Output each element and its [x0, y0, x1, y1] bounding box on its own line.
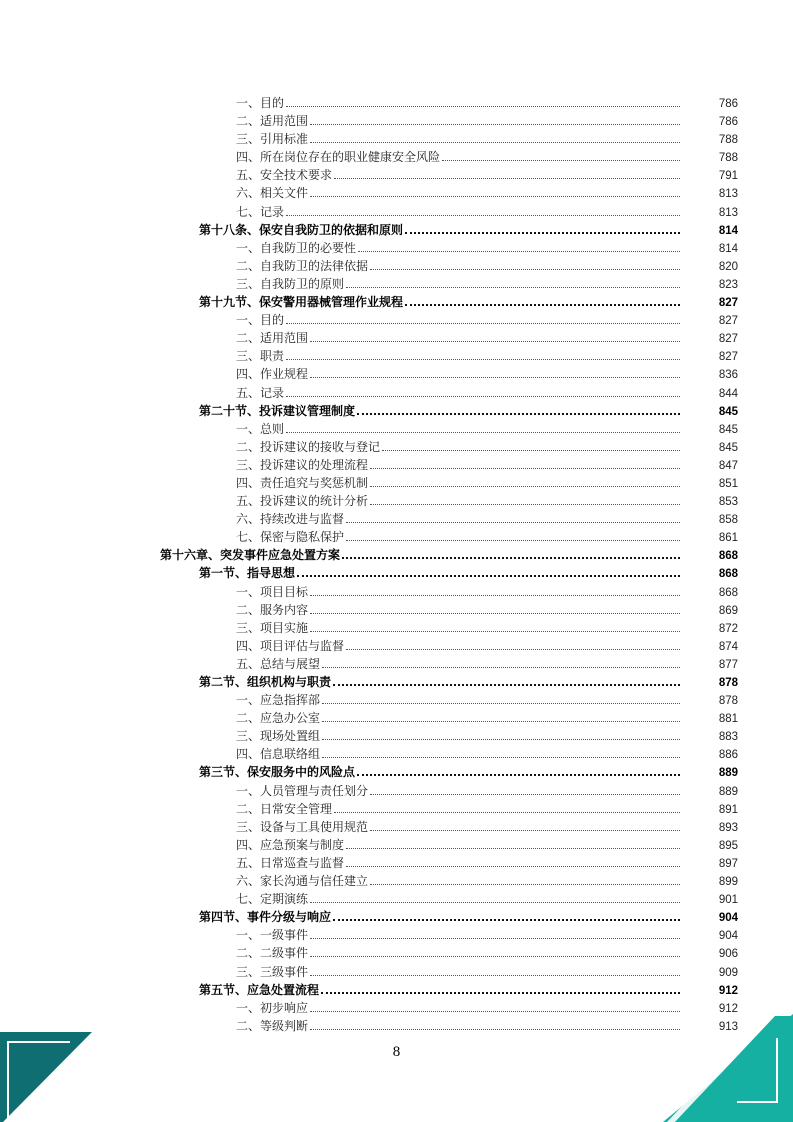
dot-leader [310, 113, 680, 125]
toc-entry[interactable] [0, 112, 793, 130]
page-number: 8 [392, 1044, 401, 1060]
dot-leader [442, 149, 680, 161]
toc-entry-title: 第四节、事件分级与响应 [199, 910, 332, 925]
toc-entry-title: 四、信息联络组 [236, 747, 321, 762]
toc-entry[interactable] [0, 474, 793, 492]
toc-entry[interactable] [0, 655, 793, 673]
toc-section-entry[interactable] [0, 763, 793, 781]
dot-leader [310, 330, 680, 342]
toc-entry-title: 五、安全技术要求 [236, 168, 333, 183]
toc-entry-title: 一、应急指挥部 [236, 693, 321, 708]
dot-leader [370, 258, 680, 270]
toc-entry[interactable] [0, 782, 793, 800]
dot-leader [333, 908, 680, 921]
toc-section-entry[interactable] [0, 673, 793, 691]
toc-entry-title: 第五节、应急处置流程 [199, 982, 320, 997]
toc-entry-page: 912 [718, 1002, 738, 1015]
dot-leader [357, 402, 680, 415]
dot-leader [297, 564, 680, 577]
dot-leader [382, 439, 680, 451]
toc-entry[interactable] [0, 619, 793, 637]
toc-entry-title: 二、应急办公室 [236, 711, 321, 726]
toc-entry-title: 一、目的 [236, 96, 285, 110]
toc-entry[interactable] [0, 963, 793, 981]
toc-entry-title: 一、自我防卫的必要性 [236, 240, 357, 255]
toc-entry-title: 三、引用标准 [236, 132, 309, 147]
toc-entry-page: 912 [718, 984, 738, 997]
dot-leader [310, 927, 680, 939]
dot-leader [346, 276, 680, 288]
dot-leader [310, 366, 680, 378]
toc-entry[interactable] [0, 818, 793, 836]
toc-entry-title: 一、总则 [236, 421, 285, 436]
toc-entry-title: 三、设备与工具使用规范 [236, 819, 369, 834]
dot-leader [357, 763, 680, 776]
dot-leader [322, 710, 680, 722]
toc-entry-title: 第十八条、保安自我防卫的依据和原则 [199, 222, 404, 237]
toc-entry-page: 845 [718, 405, 738, 418]
toc-entry[interactable] [0, 492, 793, 510]
toc-entry-page: 845 [718, 423, 738, 436]
corner-decoration-left [0, 1032, 100, 1122]
toc-entry[interactable] [0, 583, 793, 601]
toc-entry[interactable] [0, 637, 793, 655]
toc-entry-page: 851 [718, 477, 738, 490]
toc-entry[interactable] [0, 836, 793, 854]
toc-entry-page: 899 [718, 876, 738, 889]
toc-entry[interactable] [0, 257, 793, 275]
toc-entry-page: 814 [718, 224, 738, 237]
dot-leader [370, 783, 680, 795]
toc-entry-page: 893 [718, 821, 738, 834]
toc-entry[interactable] [0, 438, 793, 456]
dot-leader [346, 638, 680, 650]
toc-entry-page: 845 [718, 441, 738, 454]
toc-entry-title: 一、项目目标 [236, 584, 309, 599]
toc-entry-page: 868 [718, 568, 738, 581]
toc-entry[interactable] [0, 329, 793, 347]
toc-entry-page: 891 [718, 803, 738, 816]
toc-entry-title: 第十九节、保安警用器械管理作业规程 [199, 295, 404, 310]
toc-entry[interactable] [0, 709, 793, 727]
toc-entry-title: 一、初步响应 [236, 1000, 309, 1015]
dot-leader [286, 204, 680, 216]
dot-leader [310, 131, 680, 143]
toc-entry[interactable] [0, 275, 793, 293]
toc-entry-title: 七、定期演练 [236, 892, 309, 907]
dot-leader [370, 457, 680, 469]
toc-entry-page: 853 [718, 496, 738, 509]
toc-entry-title: 五、投诉建议的统计分析 [236, 494, 369, 509]
dot-leader [286, 421, 680, 433]
dot-leader [286, 312, 680, 324]
dot-leader [346, 855, 680, 867]
toc-entry[interactable] [0, 130, 793, 148]
toc-entry-page: 788 [718, 152, 738, 165]
toc-entry-page: 877 [718, 658, 738, 671]
left-dark-band [0, 1032, 92, 1122]
dot-leader [310, 620, 680, 632]
toc-entry-title: 二、自我防卫的法律依据 [236, 258, 369, 273]
toc-entry-title: 三、项目实施 [236, 620, 309, 635]
toc-entry-title: 二、等级判断 [236, 1018, 309, 1033]
toc-entry-title: 六、家长沟通与信任建立 [236, 874, 369, 889]
dot-leader [322, 728, 680, 740]
toc-chapter-entry[interactable] [0, 546, 793, 564]
toc-entry-page: 786 [718, 98, 738, 110]
toc-entry-title: 三、自我防卫的原则 [236, 276, 345, 291]
toc-entry-page: 813 [718, 188, 738, 201]
toc-entry[interactable] [0, 148, 793, 166]
toc-section-entry[interactable] [0, 402, 793, 420]
toc-entry-page: 874 [718, 640, 738, 653]
dot-leader [370, 873, 680, 885]
dot-leader [310, 891, 680, 903]
table-of-contents [0, 94, 793, 1035]
toc-entry[interactable] [0, 311, 793, 329]
toc-entry-title: 第二节、组织机构与职责 [199, 675, 332, 689]
dot-leader [322, 746, 680, 758]
toc-entry-page: 886 [718, 749, 738, 762]
dot-leader [334, 801, 680, 813]
toc-entry-title: 四、应急预案与制度 [236, 837, 345, 852]
dot-leader [405, 221, 680, 234]
toc-entry-page: 827 [718, 315, 738, 328]
toc-entry[interactable] [0, 854, 793, 872]
toc-entry-page: 889 [718, 767, 738, 780]
dot-leader [322, 656, 680, 668]
dot-leader [310, 602, 680, 614]
toc-entry-page: 868 [718, 586, 738, 599]
toc-entry-title: 三、投诉建议的处理流程 [236, 457, 369, 472]
toc-entry[interactable] [0, 800, 793, 818]
toc-entry-page: 878 [718, 677, 738, 689]
toc-entry[interactable] [0, 365, 793, 383]
dot-leader [310, 964, 680, 976]
dot-leader [358, 240, 680, 252]
toc-entry[interactable] [0, 727, 793, 745]
toc-entry-page: 786 [718, 116, 738, 129]
toc-entry-page: 827 [718, 351, 738, 364]
toc-entry-title: 二、二级事件 [236, 946, 309, 961]
toc-entry-title: 六、相关文件 [236, 186, 309, 201]
toc-entry[interactable] [0, 745, 793, 763]
dot-leader [286, 95, 680, 107]
toc-entry-page: 788 [718, 134, 738, 147]
toc-entry[interactable] [0, 601, 793, 619]
toc-entry[interactable] [0, 691, 793, 709]
toc-entry[interactable] [0, 510, 793, 528]
toc-entry-page: 897 [718, 857, 738, 870]
toc-entry-title: 一、人员管理与责任划分 [236, 783, 369, 798]
toc-entry-page: 906 [718, 948, 738, 961]
toc-section-entry[interactable] [0, 564, 793, 582]
toc-entry-title: 第十六章、突发事件应急处置方案 [160, 548, 341, 563]
dot-leader [405, 293, 680, 306]
toc-entry[interactable] [0, 239, 793, 257]
dot-leader [342, 546, 680, 559]
toc-entry-page: 913 [718, 1020, 738, 1033]
corner-decoration-right [663, 1014, 793, 1122]
dot-leader [370, 475, 680, 487]
toc-entry-title: 第一节、指导思想 [199, 566, 296, 581]
toc-entry-title: 二、适用范围 [236, 331, 309, 346]
toc-entry-title: 二、投诉建议的接收与登记 [236, 439, 381, 454]
toc-entry[interactable] [0, 384, 793, 402]
toc-entry-title: 七、保密与隐私保护 [236, 530, 345, 545]
toc-entry[interactable] [0, 528, 793, 546]
toc-entry-page: 813 [718, 206, 738, 219]
toc-entry-title: 四、作业规程 [236, 367, 309, 382]
toc-entry-title: 一、目的 [236, 313, 285, 328]
toc-entry-page: 827 [718, 297, 738, 310]
toc-entry-title: 三、三级事件 [236, 964, 309, 979]
toc-entry-title: 二、服务内容 [236, 602, 309, 617]
dot-leader [333, 673, 680, 686]
toc-entry-page: 791 [718, 170, 738, 183]
dot-leader [310, 1000, 680, 1012]
toc-entry-page: 889 [718, 785, 738, 798]
dot-leader [321, 981, 680, 994]
dot-leader [310, 584, 680, 596]
toc-entry-title: 第二十节、投诉建议管理制度 [199, 403, 356, 418]
toc-entry[interactable] [0, 456, 793, 474]
dot-leader [310, 185, 680, 197]
toc-entry-page: 836 [718, 369, 738, 382]
toc-entry-title: 四、责任追究与奖惩机制 [236, 475, 369, 490]
toc-entry[interactable] [0, 166, 793, 184]
toc-entry-page: 814 [718, 242, 738, 255]
dot-leader [346, 511, 680, 523]
toc-entry[interactable] [0, 184, 793, 202]
toc-entry-title: 二、适用范围 [236, 114, 309, 129]
toc-entry-page: 847 [718, 459, 738, 472]
toc-entry-page: 878 [718, 695, 738, 708]
toc-entry[interactable] [0, 203, 793, 221]
dot-leader [346, 837, 680, 849]
toc-entry-page: 872 [718, 622, 738, 635]
toc-entry-page: 904 [718, 912, 738, 925]
dot-leader [286, 385, 680, 397]
dot-leader [370, 493, 680, 505]
toc-entry-title: 七、记录 [236, 204, 285, 219]
toc-entry-page: 827 [718, 333, 738, 346]
toc-entry-page: 895 [718, 839, 738, 852]
toc-entry-page: 820 [718, 260, 738, 273]
toc-entry[interactable] [0, 94, 793, 112]
toc-entry-page: 901 [718, 894, 738, 907]
toc-entry-title: 三、职责 [236, 349, 285, 364]
toc-entry-title: 六、持续改进与监督 [236, 512, 345, 527]
toc-entry-page: 823 [718, 278, 738, 291]
toc-entry-title: 二、日常安全管理 [236, 801, 333, 816]
toc-entry-title: 四、项目评估与监督 [236, 638, 345, 653]
dot-leader [370, 819, 680, 831]
toc-entry[interactable] [0, 347, 793, 365]
toc-entry-title: 五、日常巡查与监督 [236, 855, 345, 870]
toc-entry-page: 868 [718, 550, 738, 563]
toc-entry-title: 一、一级事件 [236, 928, 309, 943]
toc-entry-title: 第三节、保安服务中的风险点 [199, 765, 356, 780]
dot-leader [334, 167, 680, 179]
toc-entry[interactable] [0, 944, 793, 962]
toc-entry-page: 883 [718, 731, 738, 744]
toc-entry-title: 五、总结与展望 [236, 656, 321, 671]
dot-leader [322, 692, 680, 704]
toc-entry[interactable] [0, 420, 793, 438]
toc-entry-page: 909 [718, 966, 738, 979]
toc-entry[interactable] [0, 890, 793, 908]
toc-entry[interactable] [0, 926, 793, 944]
toc-section-entry[interactable] [0, 221, 793, 239]
toc-entry-page: 881 [718, 713, 738, 726]
toc-section-entry[interactable] [0, 981, 793, 999]
toc-entry-page: 869 [718, 604, 738, 617]
toc-entry-page: 858 [718, 514, 738, 527]
toc-entry-page: 904 [718, 930, 738, 943]
dot-leader [346, 529, 680, 541]
toc-entry-title: 五、记录 [236, 385, 285, 400]
toc-entry-title: 四、所在岗位存在的职业健康安全风险 [236, 150, 441, 165]
toc-section-entry[interactable] [0, 293, 793, 311]
dot-leader [310, 1018, 680, 1030]
dot-leader [310, 945, 680, 957]
toc-entry-page: 861 [718, 532, 738, 545]
toc-entry-title: 三、现场处置组 [236, 729, 321, 744]
toc-entry[interactable] [0, 872, 793, 890]
toc-section-entry[interactable] [0, 908, 793, 926]
dot-leader [286, 348, 680, 360]
toc-entry-page: 844 [718, 387, 738, 400]
